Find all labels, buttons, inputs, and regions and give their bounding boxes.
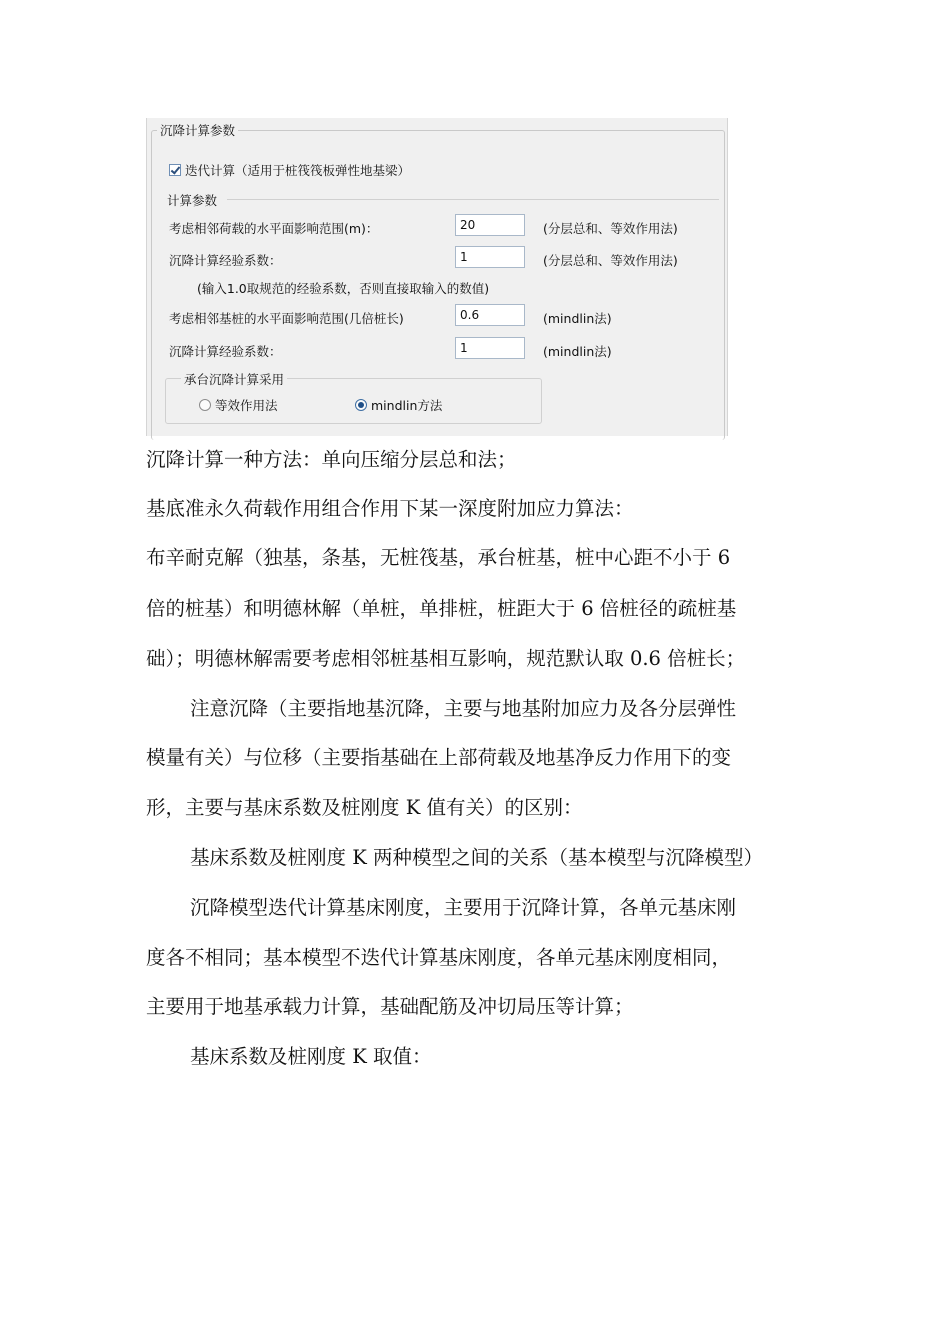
adjacent-pile-range-label: 考虑相邻基桩的水平面影响范围(几倍桩长) [169, 311, 404, 326]
mindlin-coef-label: 沉降计算经验系数： [169, 344, 282, 359]
iterate-checkbox-label: 迭代计算（适用于桩筏筏板弹性地基梁） [185, 163, 411, 178]
adjacent-pile-range-input[interactable]: 0.6 [455, 304, 525, 326]
paragraph-6-line-1: 沉降模型迭代计算基床刚度，主要用于沉降计算，各单元基床刚 [190, 896, 737, 919]
equivalent-method-radio[interactable] [199, 399, 211, 411]
paragraph-6-line-3: 主要用于地基承载力计算，基础配筋及冲切局压等计算； [146, 995, 634, 1018]
paragraph-5: 基床系数及桩刚度 K 两种模型之间的关系（基本模型与沉降模型） [190, 846, 763, 869]
dialog-title: 沉降计算参数 [157, 121, 238, 139]
mindlin-method-option[interactable] [355, 396, 442, 414]
paragraph-7: 基床系数及桩刚度 K 取值： [190, 1045, 432, 1068]
paragraph-6-line-2: 度各不相同；基本模型不迭代计算基床刚度，各单元基床刚度相同， [146, 946, 732, 969]
iterate-checkbox[interactable] [169, 164, 181, 176]
experience-coef-input[interactable]: 1 [455, 246, 525, 268]
paragraph-3-line-2: 倍的桩基）和明德林解（单桩，单排桩，桩距大于 6 倍桩径的疏桩基 [146, 597, 737, 620]
equivalent-method-option[interactable] [199, 396, 278, 414]
adjacent-load-range-method: (分层总和、等效作用法) [543, 221, 678, 236]
calc-params-group-title: 计算参数 [167, 193, 218, 208]
adjacent-pile-range-method: (mindlin法) [543, 311, 612, 326]
iterate-checkbox-row[interactable] [169, 161, 410, 179]
paragraph-4-line-2: 模量有关）与位移（主要指基础在上部荷载及地基净反力作用下的变 [146, 746, 732, 769]
mindlin-method-radio[interactable] [355, 399, 367, 411]
mindlin-coef-input[interactable]: 1 [455, 337, 525, 359]
paragraph-3-line-1: 布辛耐克解（独基，条基，无桩筏基，承台桩基，桩中心距不小于 6 [146, 546, 731, 569]
settlement-params-dialog [146, 118, 728, 436]
group-divider [227, 199, 719, 200]
pile-cap-method-title: 承台沉降计算采用 [181, 370, 287, 388]
mindlin-method-label: mindlin方法 [371, 398, 443, 413]
adjacent-load-range-input[interactable]: 20 [455, 214, 525, 236]
equivalent-method-label: 等效作用法 [215, 398, 278, 413]
paragraph-4-line-1: 注意沉降（主要指地基沉降，主要与地基附加应力及各分层弹性 [190, 697, 737, 720]
paragraph-3-line-3: 础）；明德林解需要考虑相邻桩基相互影响，规范默认取 0.6 倍桩长； [146, 647, 746, 670]
paragraph-2: 基底准永久荷载作用组合作用下某一深度附加应力算法： [146, 497, 634, 520]
coef-note: (输入1.0取规范的经验系数，否则直接取输入的数值) [197, 281, 490, 296]
adjacent-load-range-label: 考虑相邻荷载的水平面影响范围(m)： [169, 221, 379, 236]
experience-coef-method: (分层总和、等效作用法) [543, 253, 678, 268]
paragraph-1: 沉降计算一种方法：单向压缩分层总和法； [146, 448, 517, 471]
paragraph-4-line-3: 形，主要与基床系数及桩刚度 K 值有关）的区别： [146, 796, 583, 819]
mindlin-coef-method: (mindlin法) [543, 344, 612, 359]
experience-coef-label: 沉降计算经验系数： [169, 253, 282, 268]
